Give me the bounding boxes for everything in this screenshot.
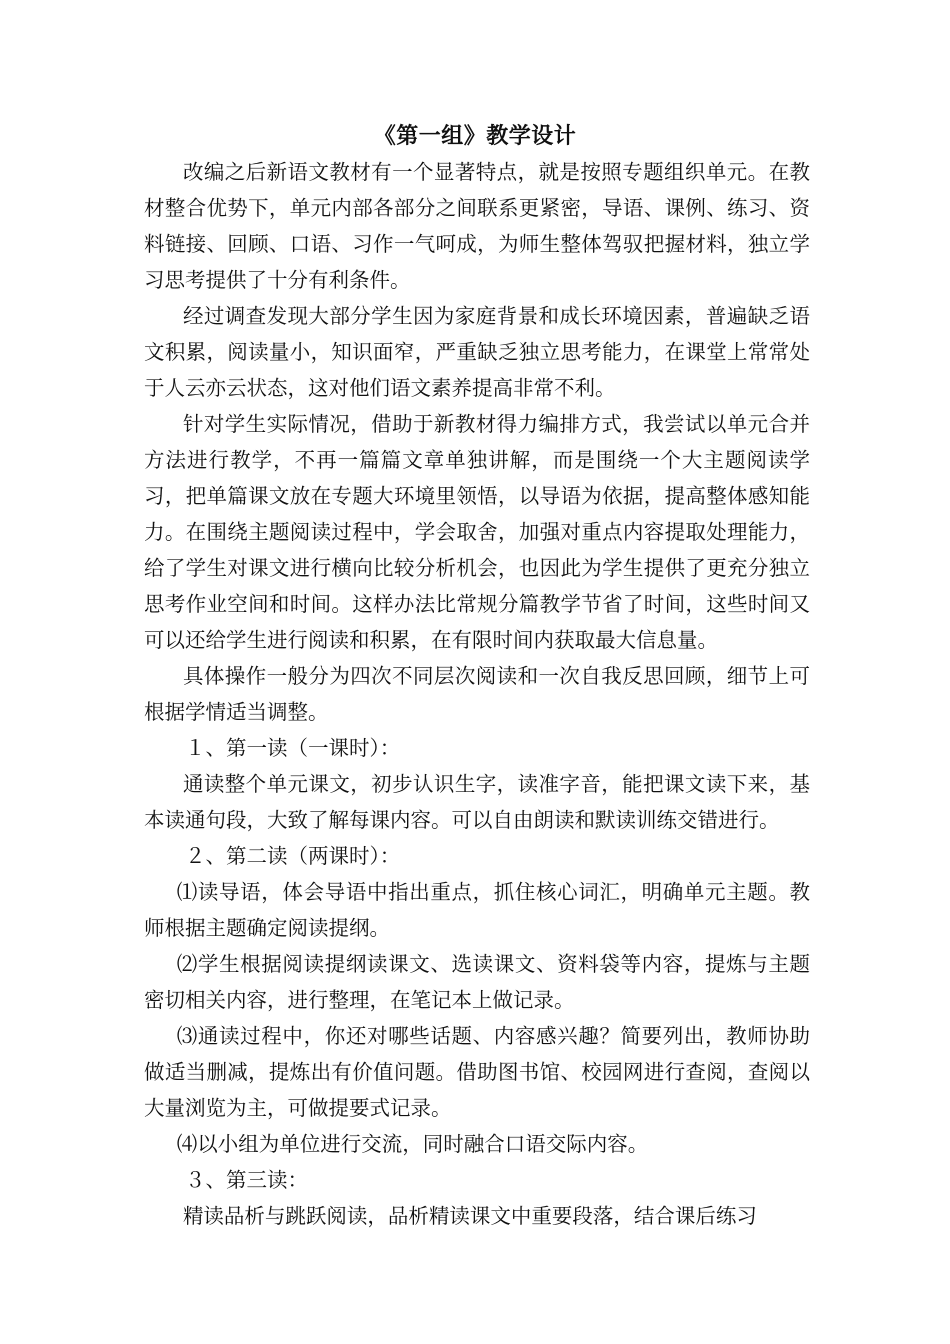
list-item: ⑵学生根据阅读提纲读课文、选读课文、资料袋等内容，提炼与主题密切相关内容，进行整理，在笔记本上做记录。 [144, 952, 810, 1012]
list-item: ⑷以小组为单位进行交流，同时融合口语交际内容。 [176, 1132, 649, 1156]
paragraph: 精读品析与跳跃阅读，品析精读课文中重要段落，结合课后练习 [182, 1204, 757, 1228]
section-heading-second-reading: ２、第二读（两课时）： [185, 844, 401, 868]
section-heading-third-reading: ３、第三读： [185, 1168, 308, 1192]
document-title: 《第一组》教学设计 [373, 123, 577, 149]
paragraph: 通读整个单元课文，初步认识生字，读准字音，能把课文读下来，基本读通句段，大致了解每课内容。可以自由朗读和默读训练交错进行。 [144, 772, 810, 832]
list-item: ⑴读导语，体会导语中指出重点，抓住核心词汇，明确单元主题。教师根据主题确定阅读提纲。 [144, 880, 810, 940]
document-body [144, 154, 810, 1234]
paragraph: 经过调查发现大部分学生因为家庭背景和成长环境因素，普遍缺乏语文积累，阅读量小，知识面窄，严重缺乏独立思考能力，在课堂上常常处于人云亦云状态，这对他们语文素养提高非常不利。 [144, 304, 810, 400]
paragraph: 改编之后新语文教材有一个显著特点，就是按照专题组织单元。在教材整合优势下，单元内部各部分之间联系更紧密，导语、课例、练习、资料链接、回顾、口语、习作一气呵成，为师生整体驾驭把握材料，独立学习思考提供了十分有利条件。 [144, 160, 810, 292]
paragraph: 具体操作一般分为四次不同层次阅读和一次自我反思回顾，细节上可根据学情适当调整。 [144, 664, 810, 724]
list-item: ⑶通读过程中，你还对哪些话题、内容感兴趣？简要列出，教师协助做适当删减，提炼出有价值问题。借助图书馆、校园网进行查阅，查阅以大量浏览为主，可做提要式记录。 [144, 1024, 810, 1120]
paragraph: 针对学生实际情况，借助于新教材得力编排方式，我尝试以单元合并方法进行教学，不再一篇篇文章单独讲解，而是围绕一个大主题阅读学习，把单篇课文放在专题大环境里领悟，以导语为依据，提高整体感知能力。在围绕主题阅读过程中，学会取舍，加强对重点内容提取处理能力，给了学生对课文进行横向比较分析机会，也因此为学生提供了更充分独立思考作业空间和时间。这样办法比常规分篇教学节省了时间，这些时间又可以还给学生进行阅读和积累，在有限时间内获取最大信息量。 [144, 412, 810, 652]
section-heading-first-reading: １、第一读（一课时）： [185, 736, 401, 760]
